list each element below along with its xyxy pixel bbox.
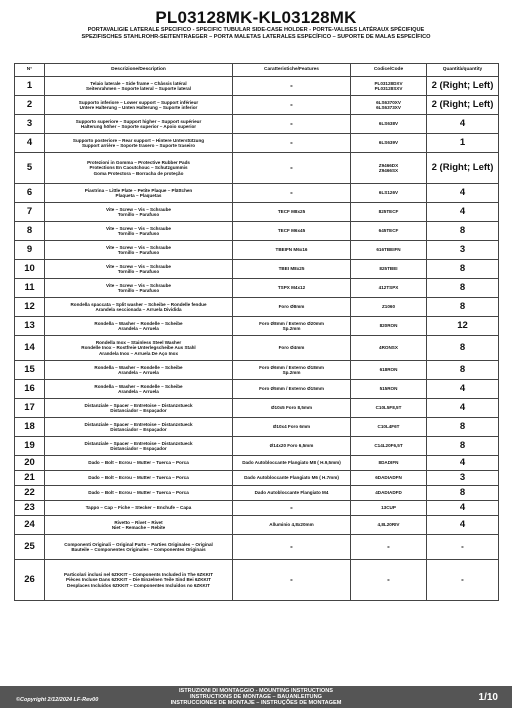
row-number: 2: [15, 96, 45, 115]
part-description: Rondella Inox – Stainless Steel Washer Rondelle Inox – Rostfreie Unterlegscheibe Aus Stahl Arandela Inox – Arruela De Aço Inox: [45, 336, 233, 361]
part-quantity: 4: [427, 501, 499, 516]
row-number: 5: [15, 153, 45, 184]
part-code: 825TBEI: [351, 260, 427, 279]
part-description: Dado – Bolt – Ecrou – Mutter – Tuerca – Porca: [45, 486, 233, 501]
row-number: 21: [15, 471, 45, 486]
table-row: [15, 203, 499, 222]
part-code: 6LS126V: [351, 184, 427, 203]
part-code: -: [351, 560, 427, 601]
part-code: 618RON: [351, 361, 427, 380]
table-row: [15, 486, 499, 501]
part-description: Dado – Bolt – Ecrou – Mutter – Tuerca – Porca: [45, 471, 233, 486]
part-description: Supporto inferiore – Lower support – Support inférieur Untere Halterung – Unten Halterung – Suporte inferior: [45, 96, 233, 115]
part-code: 4DADIADFD: [351, 486, 427, 501]
part-description: Distanziale – Spacer – Entretoise – Distanzstueck Distanciador – Espaçador: [45, 418, 233, 437]
row-number: 14: [15, 336, 45, 361]
part-code: 13CUP: [351, 501, 427, 516]
part-description: Componenti Originali – Original Parts – Parties Originales – Original Bauteile – Componentes Originales – Componentes Originais: [45, 535, 233, 560]
col-header-quantity: Quantità/quantity: [427, 64, 499, 77]
table-row: [15, 399, 499, 418]
part-features: Foro Ø8mm / Esterno Ø20mm Sp.2mm: [233, 317, 351, 336]
table-row: [15, 134, 499, 153]
part-quantity: 4: [427, 203, 499, 222]
table-row: [15, 184, 499, 203]
table-row: [15, 115, 499, 134]
part-features: Foro Ø4mm: [233, 336, 351, 361]
table-row: [15, 380, 499, 399]
table-row: [15, 361, 499, 380]
row-number: 1: [15, 77, 45, 96]
part-code: 645TECF: [351, 222, 427, 241]
instructions-line-1: ISTRUZIONI DI MONTAGGIO - MOUNTING INSTRUCTIONS: [178, 688, 334, 694]
part-features: -: [233, 535, 351, 560]
copyright-text: ©Copyright 2/12/2024 LF-Rev00: [16, 697, 99, 703]
part-quantity: -: [427, 535, 499, 560]
table-row: [15, 153, 499, 184]
row-number: 19: [15, 437, 45, 456]
part-code: -: [351, 535, 427, 560]
row-number: 15: [15, 361, 45, 380]
part-description: Vite – Screw – Vis – Schraube Tornillo – Parafuso: [45, 203, 233, 222]
part-quantity: 4: [427, 184, 499, 203]
part-code: 515RON: [351, 380, 427, 399]
table-row: [15, 279, 499, 298]
part-code: 412TSPX: [351, 279, 427, 298]
part-quantity: 8: [427, 361, 499, 380]
part-description: Piastrina – Little Plate – Petite Plaque – Plättchen Plaqueta – Plaquetas: [45, 184, 233, 203]
part-description: Supporto superiore – Support higher – Support supérieur Halterung höher – Soporte superior – Apoio superior: [45, 115, 233, 134]
part-quantity: 2 (Right; Left): [427, 96, 499, 115]
row-number: 23: [15, 501, 45, 516]
part-description: Rivetto – Rivet – Rivet Niet – Remache – Rebite: [45, 516, 233, 535]
row-number: 12: [15, 298, 45, 317]
part-features: -: [233, 560, 351, 601]
table-row: [15, 77, 499, 96]
part-code: 6DADIADFN: [351, 471, 427, 486]
part-features: Ø14x20 Foro 6,5mm: [233, 437, 351, 456]
mounting-instructions-title: [170, 688, 342, 707]
part-quantity: 8: [427, 437, 499, 456]
part-features: TSPX M4x12: [233, 279, 351, 298]
part-code: 820RON: [351, 317, 427, 336]
part-features: -: [233, 184, 351, 203]
instructions-line-3: INSTRUCCIONES DE MONTAJE – INSTRUÇÕES DE MONTAGEM: [170, 700, 342, 707]
table-row: [15, 336, 499, 361]
part-quantity: 1: [427, 134, 499, 153]
row-number: 10: [15, 260, 45, 279]
row-number: 11: [15, 279, 45, 298]
part-code: 616TBEIFN: [351, 241, 427, 260]
part-features: TECF M8x25: [233, 203, 351, 222]
table-row: [15, 437, 499, 456]
table-row: [15, 535, 499, 560]
part-description: Rondella – Washer – Rondelle – Scheibe Arandela – Arruela: [45, 317, 233, 336]
part-quantity: 8: [427, 336, 499, 361]
part-quantity: 4: [427, 456, 499, 471]
col-header-number: N°: [15, 64, 45, 77]
part-features: Dado Autobloccante Flangiato M8 ( H.9,5mm): [233, 456, 351, 471]
table-row: [15, 560, 499, 601]
part-code: 8DADIFN: [351, 456, 427, 471]
row-number: 7: [15, 203, 45, 222]
part-features: Dado Autobloccante Flangiato M4: [233, 486, 351, 501]
part-description: Tappo – Cap – Fiche – Stecker – Enchufe – Capa: [45, 501, 233, 516]
part-features: -: [233, 501, 351, 516]
part-code: Z1060: [351, 298, 427, 317]
part-quantity: 8: [427, 298, 499, 317]
part-code: Z9466DX Z9466SX: [351, 153, 427, 184]
part-description: Distanziale – Spacer – Entretoise – Distanzstueck Distanciador – Espaçador: [45, 437, 233, 456]
part-code: 825TECF: [351, 203, 427, 222]
table-row: [15, 471, 499, 486]
row-number: 9: [15, 241, 45, 260]
part-features: Ø10x5 Foro 8,5mm: [233, 399, 351, 418]
part-quantity: 8: [427, 260, 499, 279]
row-number: 24: [15, 516, 45, 535]
part-features: -: [233, 77, 351, 96]
row-number: 3: [15, 115, 45, 134]
part-quantity: 8: [427, 279, 499, 298]
part-quantity: 4: [427, 115, 499, 134]
parts-table: [14, 63, 499, 601]
instructions-line-2: INSTRUCTIONS DE MONTAGE – BAUANLEITUNG: [190, 694, 322, 701]
document-header: [0, 8, 512, 40]
part-code: C10L5F8,5T: [351, 399, 427, 418]
row-number: 13: [15, 317, 45, 336]
row-number: 16: [15, 380, 45, 399]
table-row: [15, 317, 499, 336]
table-row: [15, 501, 499, 516]
part-quantity: 4: [427, 380, 499, 399]
row-number: 6: [15, 184, 45, 203]
part-features: Dado Autobloccante Flangiato M6 ( H.7mm): [233, 471, 351, 486]
row-number: 18: [15, 418, 45, 437]
part-description: Rondella – Washer – Rondelle – Scheibe Arandela – Arruela: [45, 380, 233, 399]
part-code: C14L20F6,5T: [351, 437, 427, 456]
col-header-features: Caratteristiche/Features: [233, 64, 351, 77]
table-row: [15, 260, 499, 279]
row-number: 8: [15, 222, 45, 241]
part-description: Rondella – Washer – Rondelle – Scheibe Arandela – Arruela: [45, 361, 233, 380]
row-number: 25: [15, 535, 45, 560]
row-number: 22: [15, 486, 45, 501]
col-header-description: Descrizione/Description: [45, 64, 233, 77]
table-header-row: [15, 64, 499, 77]
part-quantity: 3: [427, 241, 499, 260]
row-number: 4: [15, 134, 45, 153]
part-code: 4RONSX: [351, 336, 427, 361]
part-quantity: -: [427, 560, 499, 601]
part-quantity: 2 (Right; Left): [427, 153, 499, 184]
part-features: -: [233, 115, 351, 134]
part-quantity: 4: [427, 399, 499, 418]
part-description: Distanziale – Spacer – Entretoise – Distanzstueck Distanciador – Espaçador: [45, 399, 233, 418]
table-row: [15, 298, 499, 317]
table-row: [15, 418, 499, 437]
part-code: PL03128DXV PL03128SXV: [351, 77, 427, 96]
part-description: Particolari inclusi nel 6ZKKIT – Components Included in The 6ZKKIT Pièces Incluse Dans 6ZKKIT – Die Einzelnen Teile Sind Bei 6ZKKIT Desplaces Incluidos 6ZKKIT – Componentes Incluidos no 6ZKKIT: [45, 560, 233, 601]
part-quantity: 8: [427, 418, 499, 437]
table-row: [15, 241, 499, 260]
part-features: -: [233, 96, 351, 115]
part-features: -: [233, 134, 351, 153]
part-features: Foro Ø6mm / Esterno Ø18mm Sp.2mm: [233, 361, 351, 380]
part-description: Dado – Bolt – Ecrou – Mutter – Tuerca – Porca: [45, 456, 233, 471]
part-description: Protezioni in Gomma – Protective Rubber Pads Protections En Caoutchouc – Schutzgummis Goma Protectora – Borracha de proteção: [45, 153, 233, 184]
header-subtitle-1: PORTAVALIGIE LATERALE SPECIFICO - SPECIFIC TUBULAR SIDE-CASE HOLDER - PORTE-VALISES LATÉRAUX SPÉCIFIQUE: [87, 27, 425, 33]
part-features: -: [233, 153, 351, 184]
header-subtitle-2: SPEZIFISCHES STAHLROHR-SEITENTRAEGER – PORTA MALETAS LATERALES ESPECÍFICO – SUPORTE DE MALAS ESPECÍFICO: [81, 33, 431, 40]
part-code: 6LS638V: [351, 115, 427, 134]
part-quantity: 12: [427, 317, 499, 336]
part-description: Telaio laterale – Side frame – Châssis latéral Seitenrahmen – Soporte lateral – Suporte lateral: [45, 77, 233, 96]
part-features: Alluminio 4,8x20mm: [233, 516, 351, 535]
table-row: [15, 456, 499, 471]
row-number: 26: [15, 560, 45, 601]
part-features: Foro Ø5mm / Esterno Ø15mm: [233, 380, 351, 399]
part-quantity: 2 (Right; Left): [427, 77, 499, 96]
part-features: TECF M6x45: [233, 222, 351, 241]
kit-code-title: PL03128MK-KL03128MK: [155, 8, 357, 27]
part-features: Foro Ø8mm: [233, 298, 351, 317]
part-description: Supporto posteriore – Rear support – Hintere Unterstützung Support arrière – Soporte trasero – Suporte traseiro: [45, 134, 233, 153]
part-quantity: 4: [427, 516, 499, 535]
part-description: Vite – Screw – Vis – Schraube Tornillo – Parafuso: [45, 260, 233, 279]
part-description: Vite – Screw – Vis – Schraube Tornillo – Parafuso: [45, 222, 233, 241]
part-code: 4,8L20RIV: [351, 516, 427, 535]
footer-bar: [0, 686, 512, 708]
part-quantity: 3: [427, 471, 499, 486]
part-description: Vite – Screw – Vis – Schraube Tornillo – Parafuso: [45, 279, 233, 298]
page-number: 1/10: [478, 692, 498, 703]
table-row: [15, 222, 499, 241]
row-number: 17: [15, 399, 45, 418]
col-header-code: Codice/Code: [351, 64, 427, 77]
part-code: 6LS6370XV 6LS6373XV: [351, 96, 427, 115]
part-features: TBEIFN M6x16: [233, 241, 351, 260]
table-row: [15, 96, 499, 115]
row-number: 20: [15, 456, 45, 471]
part-features: TBEI M8x25: [233, 260, 351, 279]
part-code: C10L4F6T: [351, 418, 427, 437]
part-code: 6LS639V: [351, 134, 427, 153]
table-row: [15, 516, 499, 535]
part-features: Ø10x4 Foro 6mm: [233, 418, 351, 437]
part-quantity: 8: [427, 222, 499, 241]
part-description: Vite – Screw – Vis – Schraube Tornillo – Parafuso: [45, 241, 233, 260]
part-description: Rondella spaccata – Split washer – Scheibe – Rondelle fendue Arandela seccionada – Arruela Dividida: [45, 298, 233, 317]
part-quantity: 8: [427, 486, 499, 501]
